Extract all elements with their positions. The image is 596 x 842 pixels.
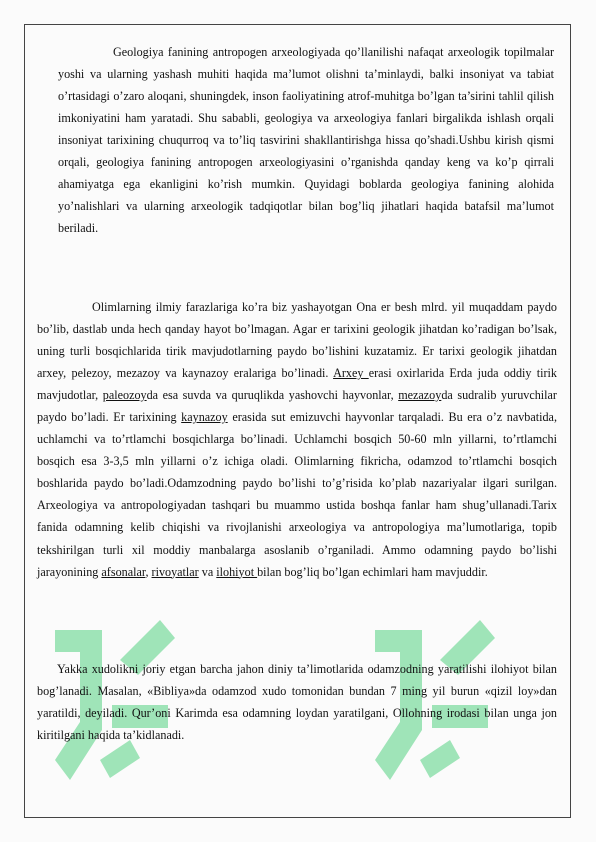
term-arxey: Arxey: [333, 366, 369, 381]
term-paleozoy: paleozoy: [102, 388, 147, 403]
religion-paragraph: [37, 658, 557, 746]
text-run: da sudralib yuruvchilar paydo bo’ladi. Er tarixining: [37, 388, 557, 425]
text-run: bilan bog’liq bo’lgan echimlari ham mavjuddir.: [257, 564, 488, 579]
term-kaynazoy: kaynazoy: [181, 410, 228, 425]
term-afsonalar: afsonalar: [101, 564, 146, 579]
term-mezazoy: mezazoy: [398, 388, 442, 403]
earth-history-paragraph: [37, 296, 557, 583]
paragraph-text: Yakka xudolikni joriy etgan barcha jahon diniy ta’limotlarida odamzodning yaratilishi ilohiyot bilan bog’lanadi. Masalan, «Bibliya»da odamzod xudo tomonidan bundan 7 ming yil burun «qizil loy»dan yaratildi, deyiladi. Qur’oni Karimda esa odamning loydan yaratilgani, Ollohning irodasi bilan unga jon kiritilgani haqida ta’kidlanadi.: [37, 662, 557, 743]
term-ilohiyot: ilohiyot: [216, 564, 258, 579]
paragraph-text: Geologiya fanining antropogen arxeologiyada qo’llanilishi nafaqat arxeologik topilmalar yoshi va ularning yashash muhiti haqida ma’lumot olishni ta’minlaydi, balki insoniyat va tabiat o’rtasidagi o’zaro aloqani, shuningdek, inson faoliyatining atrof-muhitga bo’lgan ta’sirini tahlil qilish imkoniyatini ham yaratadi. Shu sababli, geologiya va arxeologiya fanlari birgalikda ishlash orqali insoniyat tarixining chuqurroq va to’liq tasvirini shakllantirishga hissa qo’shadi.Ushbu kirish qismi orqali, geologiya fanining antropogen arxeologiyasini o’rganishda qanday keng va ko’p qirrali ahamiyatga ega ekanligini ko’rish mumkin. Quyidagi boblarda geologiya fanining alohida yo’nalishlari va ularning arxeologik tadqiqotlar bilan bog’liq jihatlari haqida batafsil ma’lumot beriladi.: [58, 45, 554, 236]
text-run: va: [201, 564, 214, 579]
text-run: erasida sut emizuvchi hayvonlar tarqaladi. Bu era o’z navbatida, uchlamchi va to’rtlamchi bosqichlarga bo’linadi. Uchlamchi bosqich 50-60 mln yillarni, to’rtlamchi bosqich esa 3-3,5 mln yillarni o’z ichiga oladi. Olimlarning fikricha, odamzod to’rtlamchi bosqich boshlarida paydo bo’ladi.Odamzodning paydo bo’lishi to’g’risida ko’plab nazariyalar ilgari surilgan. Arxeologiya va antropologiyadan tashqari bu muammo ustida boshqa fanlar ham shug’ullanadi.Tarix fanida odamning kelib chiqishi va rivojlanishi arxeologiya va antropologiya ma’lumotlariga, topib tekshirilgan turli xil moddiy manbalarga asoslanib o’rganiladi. Ammo odamning paydo bo’lishi jarayonining: [37, 410, 557, 579]
intro-paragraph: [58, 41, 554, 239]
text-run: erasi oxirlarida Erda juda oddiy tirik mavjudotlar,: [37, 366, 558, 403]
text-run: ,: [145, 564, 149, 579]
text-run: Olimlarning ilmiy farazlariga ko’ra biz yashayotgan Ona er besh mlrd. yil muqaddam paydo bo’lib, dastlab unda hech qanday hayot bo’lmagan. Agar er tarixini geologik jihatdan ko’radigan bo’lsak, uning turli bosqichlarida tirik mavjudotlarning paydo bo’lishini kuzatamiz. Er tarixi geologik jihatdan arxey, pelezoy, mezazoy va kaynazoy eralariga bo’linadi.: [37, 300, 557, 381]
paragraph-text: [37, 296, 557, 583]
term-rivoyatlar: rivoyatlar: [151, 564, 199, 579]
text-run: da esa suvda va quruqlikda yashovchi hayvonlar,: [146, 388, 394, 403]
